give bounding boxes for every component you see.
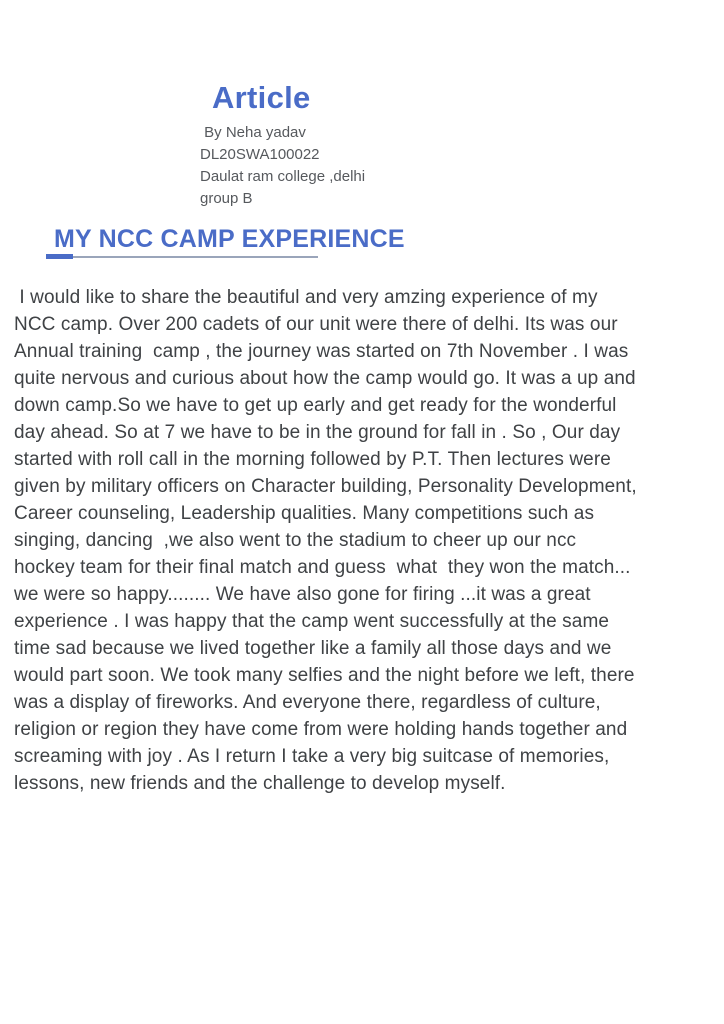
body-line: religion or region they have come from were holding hands together and [14, 719, 628, 740]
body-line: down camp.So we have to get up early and get ready for the wonderful [14, 395, 617, 416]
byline-block [200, 122, 365, 210]
body-line: started with roll call in the morning followed by P.T. Then lectures were [14, 449, 611, 470]
body-line: lessons, new friends and the challenge to develop myself. [14, 773, 506, 794]
body-line: NCC camp. Over 200 cadets of our unit were there of delhi. Its was our [14, 314, 618, 335]
body-line: was a display of fireworks. And everyone there, regardless of culture, [14, 692, 601, 713]
body-line: would part soon. We took many selfies and the night before we left, there [14, 665, 635, 686]
heading-underline [46, 256, 318, 258]
body-line: Career counseling, Leadership qualities. Many competitions such as [14, 503, 595, 524]
body-line: singing, dancing ,we also went to the stadium to cheer up our ncc [14, 530, 577, 551]
body-line: quite nervous and curious about how the camp would go. It was a up and [14, 368, 636, 389]
body-line: Annual training camp , the journey was started on 7th November . I was [14, 341, 629, 362]
byline-author: By Neha yadav [200, 124, 306, 141]
body-line: day ahead. So at 7 we have to be in the ground for fall in . So , Our day [14, 422, 621, 443]
article-body [14, 284, 637, 797]
byline-roll-number: DL20SWA100022 [200, 146, 320, 163]
body-line: experience . I was happy that the camp went successfully at the same [14, 611, 610, 632]
body-line: hockey team for their final match and guess what they won the match... [14, 557, 631, 578]
body-line: time sad because we lived together like a family all those days and we [14, 638, 612, 659]
heading-underline-accent [46, 254, 73, 259]
byline-group: group B [200, 190, 253, 207]
article-heading: MY NCC CAMP EXPERIENCE [54, 225, 405, 253]
byline-college: Daulat ram college ,delhi [200, 168, 366, 185]
article-title: Article [212, 80, 311, 115]
body-line: we were so happy........ We have also gone for firing ...it was a great [14, 584, 591, 605]
body-line: I would like to share the beautiful and very amzing experience of my [14, 287, 598, 308]
body-line: given by military officers on Character building, Personality Development, [14, 476, 637, 497]
body-line: screaming with joy . As I return I take a very big suitcase of memories, [14, 746, 610, 767]
